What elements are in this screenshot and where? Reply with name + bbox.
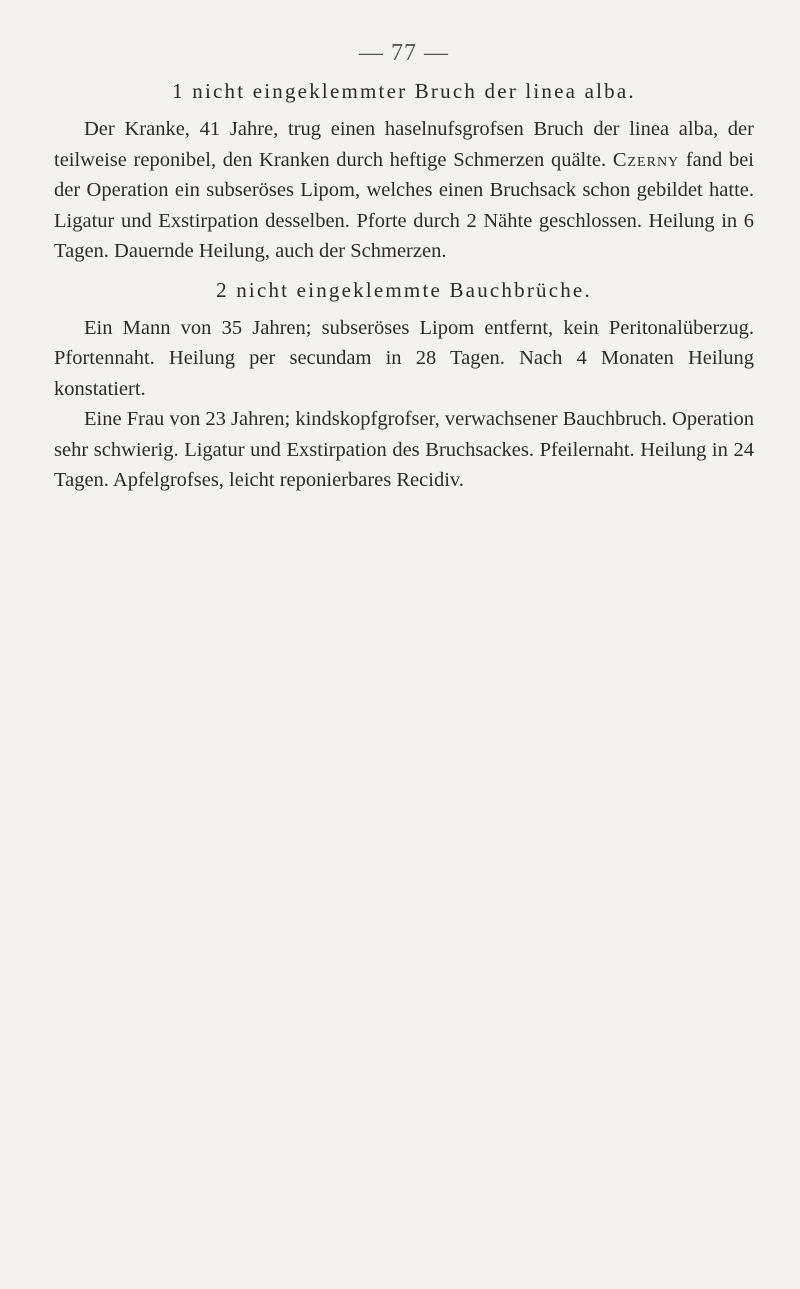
paragraph: Eine Frau von 23 Jahren; kindskopfgrofser, verwachsener Bauchbruch. Operation sehr schwierig. Ligatur und Exstirpation des Bruchsackes. Pfeilernaht. Heilung in 24 Tagen. Apfelgrofses, leicht reponierbares Recidiv.: [54, 408, 754, 491]
document-page: [54, 38, 754, 504]
paragraph: Ein Mann von 35 Jahren; subseröses Lipom entfernt, kein Peritonalüberzug. Pfortennaht. Heilung per secundam in 28 Tagen. Nach 4 Monaten Heilung konstatiert.: [54, 316, 754, 400]
section-linea-alba: [54, 76, 754, 267]
section-heading: 2 nicht eingeklemmte Bauchbrüche.: [216, 277, 592, 302]
section-bauchbrueche: [54, 275, 754, 496]
paragraph: [54, 114, 754, 267]
section-heading: 1 nicht eingeklemmter Bruch der linea alba.: [172, 79, 636, 103]
author-name: Czerny: [612, 148, 680, 171]
paragraph-text: Der Kranke, 41 Jahre, trug einen haselnufsgrofsen Bruch der linea alba, der teilweise reponibel, den Kranken durch heftige Schmerzen quälte.: [54, 118, 754, 171]
page-number: — 77 —: [359, 40, 449, 66]
paragraph-text: fand bei der Operation ein subseröses Lipom, welches einen Bruchsack schon gebildet hatte. Ligatur und Exstirpation desselben. Pforte durch 2 Nähte geschlossen. Heilung in 6 Tagen. Dauernde Heilung, auch der Schmerzen.: [54, 148, 754, 262]
